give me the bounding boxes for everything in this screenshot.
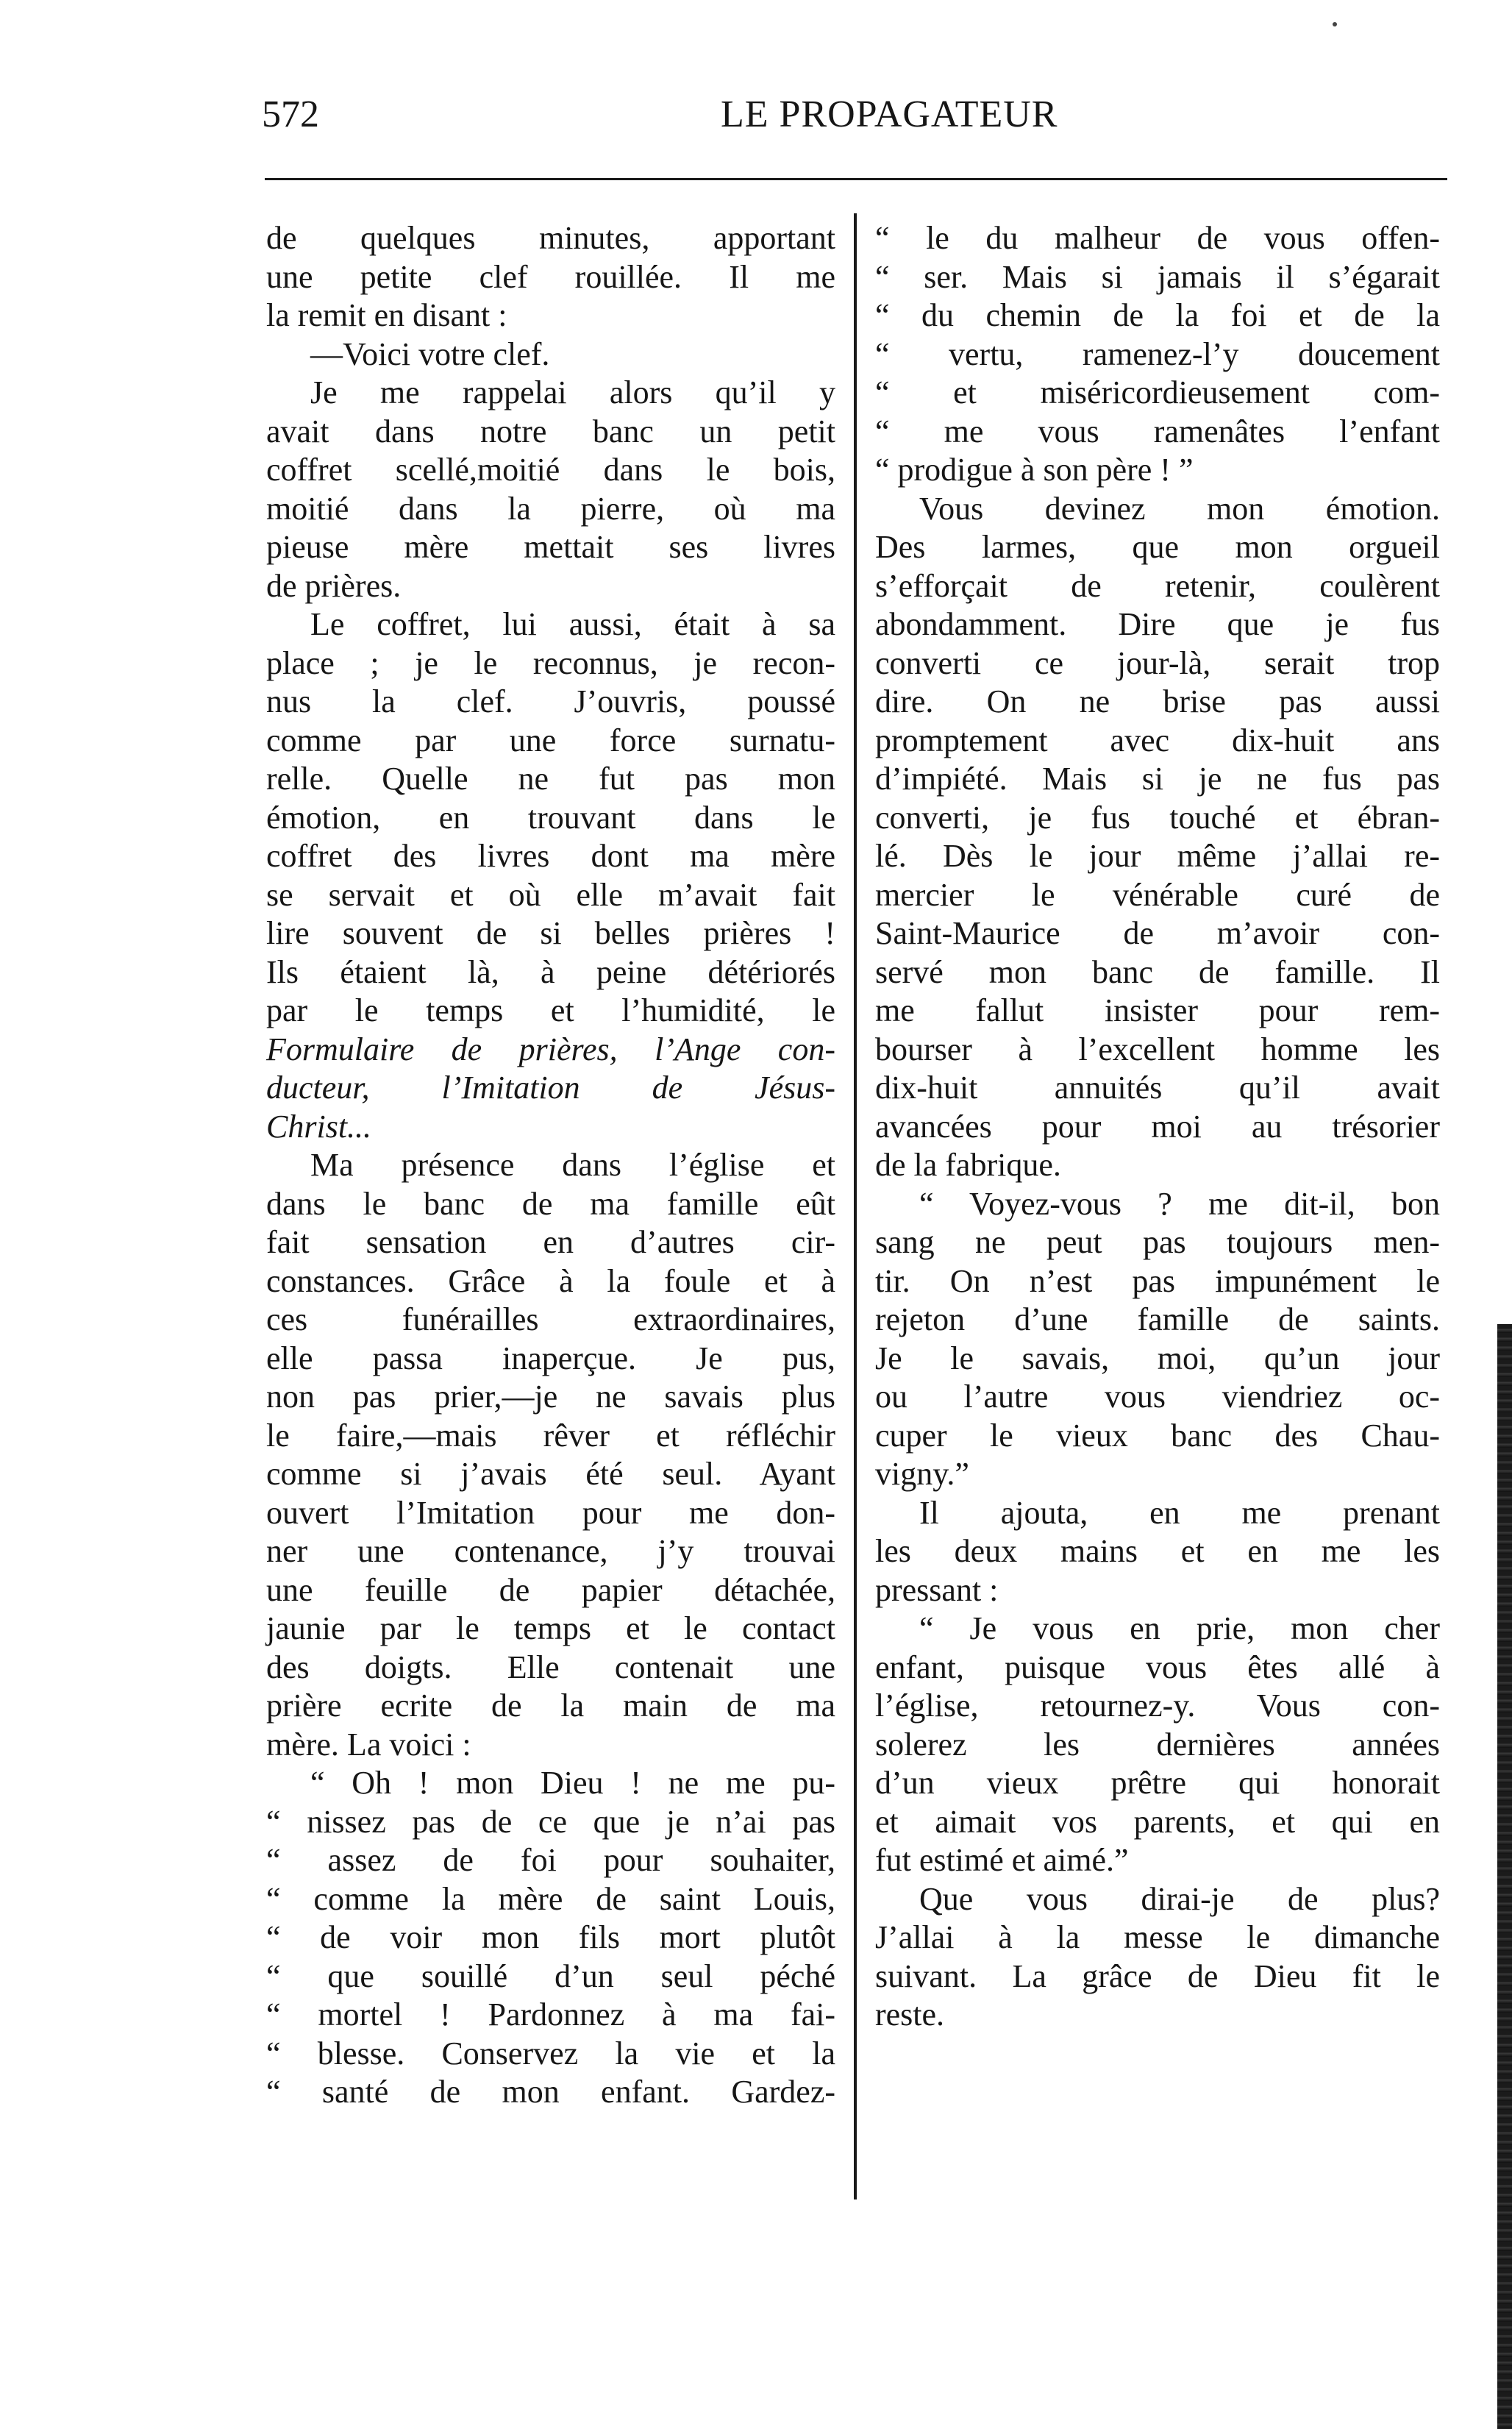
text-line: ner une contenance, j’y trouvai [266, 1533, 835, 1569]
text-line: ducteur, l’Imitation de Jésus- [266, 1070, 835, 1106]
text-line: non pas prier,—je ne savais plus [266, 1379, 835, 1415]
text-line: Christ... [266, 1108, 372, 1145]
text-line: pieuse mère mettait ses livres [266, 529, 835, 565]
text-line: de prières. [266, 567, 402, 604]
text-line: l’église, retournez-y. Vous con- [875, 1688, 1440, 1724]
text-line: “ comme la mère de saint Louis, [266, 1880, 835, 1917]
text-line: bourser à l’excellent homme les [875, 1031, 1440, 1067]
text-line: comme par une force surnatu- [266, 722, 835, 758]
text-line: pressant : [875, 1571, 999, 1608]
text-line: nus la clef. J’ouvris, poussé [266, 683, 835, 719]
text-line: Que vous dirai-je de plus? [919, 1880, 1440, 1917]
text-line: ces funérailles extraordinaires, [266, 1301, 835, 1337]
text-line: “ Voyez-vous ? me dit-il, bon [919, 1185, 1440, 1222]
text-line: “ vertu, ramenez-l’y doucement [875, 335, 1440, 372]
text-line: dans le banc de ma famille eût [266, 1185, 835, 1222]
right-column [875, 219, 1440, 2035]
text-line: converti, je fus touché et ébran- [875, 799, 1440, 836]
text-line: “ mortel ! Pardonnez à ma fai- [266, 1996, 835, 2033]
text-line: s’efforçait de retenir, coulèrent [875, 567, 1440, 604]
text-line: suivant. La grâce de Dieu fit le [875, 1957, 1440, 1994]
text-line: Ils étaient là, à peine détériorés [266, 953, 835, 990]
scanned-page-edge [1497, 1324, 1512, 2429]
text-line: vigny.” [875, 1456, 969, 1492]
text-line: “ ser. Mais si jamais il s’égarait [875, 258, 1440, 295]
text-line: constances. Grâce à la foule et à [266, 1262, 835, 1299]
text-line: Saint-Maurice de m’avoir con- [875, 915, 1440, 951]
text-line: “ du chemin de la foi et de la [875, 297, 1440, 333]
text-line: d’un vieux prêtre qui honorait [875, 1765, 1440, 1801]
text-line: les deux mains et en me les [875, 1533, 1440, 1569]
text-line: avancées pour moi au trésorier [875, 1108, 1440, 1145]
text-line: dire. On ne brise pas aussi [875, 683, 1440, 719]
text-line: d’impiété. Mais si je ne fus pas [875, 761, 1440, 797]
text-line: me fallut insister pour rem- [875, 992, 1440, 1028]
text-line: rejeton d’une famille de saints. [875, 1301, 1440, 1337]
text-line: relle. Quelle ne fut pas mon [266, 761, 835, 797]
header-rule [265, 178, 1447, 180]
text-line: lé. Dès le jour même j’allai re- [875, 838, 1440, 874]
text-line: Formulaire de prières, l’Ange con- [266, 1031, 835, 1067]
text-line: Il ajouta, en me prenant [919, 1494, 1440, 1531]
text-line: coffret scellé,moitié dans le bois, [266, 452, 835, 488]
text-line: de la fabrique. [875, 1147, 1061, 1183]
text-line: par le temps et l’humidité, le [266, 992, 835, 1028]
text-line: dix-huit annuités qu’il avait [875, 1070, 1440, 1106]
text-line: promptement avec dix-huit ans [875, 722, 1440, 758]
text-line: des doigts. Elle contenait une [266, 1649, 835, 1685]
text-line: “ assez de foi pour souhaiter, [266, 1842, 835, 1878]
page-number: 572 [262, 93, 319, 135]
text-line: Le coffret, lui aussi, était à sa [310, 606, 835, 642]
text-line: solerez les dernières années [875, 1726, 1440, 1763]
text-line: “ Oh ! mon Dieu ! ne me pu- [310, 1765, 835, 1801]
text-line: “ me vous ramenâtes l’enfant [875, 413, 1440, 449]
text-line: prière ecrite de la main de ma [266, 1688, 835, 1724]
text-line: “ Je vous en prie, mon cher [919, 1610, 1440, 1646]
ink-speck [1333, 22, 1337, 26]
text-line: coffret des livres dont ma mère [266, 838, 835, 874]
text-line: “ prodigue à son père ! ” [875, 452, 1194, 488]
text-line: le faire,—mais rêver et réfléchir [266, 1417, 835, 1454]
text-line: “ que souillé d’un seul péché [266, 1957, 835, 1994]
text-line: jaunie par le temps et le contact [266, 1610, 835, 1646]
text-line: tir. On n’est pas impunément le [875, 1262, 1440, 1299]
text-line: sang ne peut pas toujours men- [875, 1224, 1440, 1260]
text-line: la remit en disant : [266, 297, 507, 333]
text-line: abondamment. Dire que je fus [875, 606, 1440, 642]
text-line: “ nissez pas de ce que je n’ai pas [266, 1803, 835, 1840]
text-line: moitié dans la pierre, où ma [266, 490, 835, 527]
text-line: fut estimé et aimé.” [875, 1842, 1129, 1878]
text-line: “ santé de mon enfant. Gardez- [266, 2074, 835, 2110]
text-line: “ blesse. Conservez la vie et la [266, 2035, 835, 2071]
text-line: lire souvent de si belles prières ! [266, 915, 835, 951]
text-line: J’allai à la messe le dimanche [875, 1919, 1440, 1955]
text-line: Des larmes, que mon orgueil [875, 529, 1440, 565]
text-line: elle passa inaperçue. Je pus, [266, 1340, 835, 1376]
text-line: Ma présence dans l’église et [310, 1147, 835, 1183]
text-line: “ le du malheur de vous offen- [875, 220, 1440, 256]
text-line: de quelques minutes, apportant [266, 220, 835, 256]
text-line: mère. La voici : [266, 1726, 471, 1763]
text-line: reste. [875, 1996, 945, 2033]
text-line: et aimait vos parents, et qui en [875, 1803, 1440, 1840]
text-line: place ; je le reconnus, je recon- [266, 644, 835, 681]
text-line: enfant, puisque vous êtes allé à [875, 1649, 1440, 1685]
left-column [266, 219, 835, 2112]
running-title: LE PROPAGATEUR [721, 93, 1058, 135]
column-divider [854, 213, 857, 2199]
text-line: Je me rappelai alors qu’il y [310, 374, 835, 410]
text-line: “ de voir mon fils mort plutôt [266, 1919, 835, 1955]
text-line: “ et miséricordieusement com- [875, 374, 1440, 410]
text-line: ouvert l’Imitation pour me don- [266, 1494, 835, 1531]
text-line: mercier le vénérable curé de [875, 876, 1440, 913]
text-line: émotion, en trouvant dans le [266, 799, 835, 836]
text-line: Je le savais, moi, qu’un jour [875, 1340, 1440, 1376]
text-line: avait dans notre banc un petit [266, 413, 835, 449]
text-line: une feuille de papier détachée, [266, 1571, 835, 1608]
text-line: converti ce jour-là, serait trop [875, 644, 1440, 681]
text-line: —Voici votre clef. [310, 335, 550, 372]
text-line: se servait et où elle m’avait fait [266, 876, 835, 913]
text-line: ou l’autre vous viendriez oc- [875, 1379, 1440, 1415]
text-line: Vous devinez mon émotion. [919, 490, 1440, 527]
text-line: servé mon banc de famille. Il [875, 953, 1440, 990]
text-line: cuper le vieux banc des Chau- [875, 1417, 1440, 1454]
text-line: une petite clef rouillée. Il me [266, 258, 835, 295]
text-line: comme si j’avais été seul. Ayant [266, 1456, 835, 1492]
text-line: fait sensation en d’autres cir- [266, 1224, 835, 1260]
